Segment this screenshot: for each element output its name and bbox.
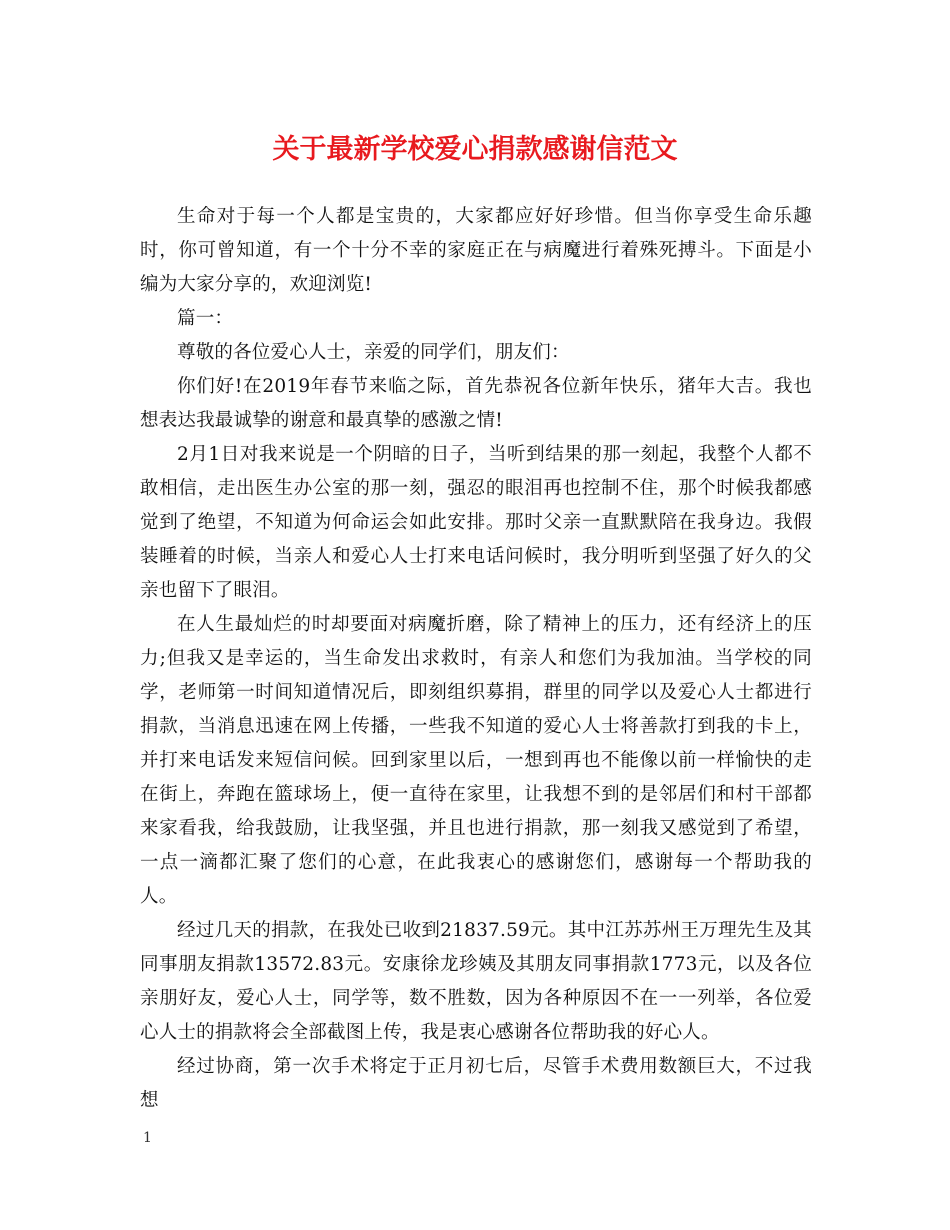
paragraph-salutation: 尊敬的各位爱心人士，亲爱的同学们，朋友们：: [177, 342, 570, 363]
paragraph-surgery: 经过协商，第一次手术将定于正月初七后，尽管手术费用数额巨大，不过我想: [140, 1056, 812, 1111]
paragraph-story: 2月1日对我来说是一个阴暗的日子，当听到结果的那一刻起，我整个人都不敢相信，走出医生办公室的那一刻，强忍的眼泪再也控制不住，那个时候我都感觉到了绝望，不知道为何命运会如此安排。那时父亲一直默默陪在我身边。我假装睡着的时候，当亲人和爱心人士打来电话问候时，我分明听到坚强了好久的父亲也留下了眼泪。: [140, 444, 812, 601]
paragraph-section-heading: 篇一：: [177, 308, 234, 329]
paragraph-greeting: 你们好!在2019年春节来临之际，首先恭祝各位新年快乐，猪年大吉。我也想表达我最诚挚的谢意和最真挚的感激之情!: [140, 376, 812, 431]
paragraph-intro: 生命对于每一个人都是宝贵的，大家都应好好珍惜。但当你享受生命乐趣时，你可曾知道，有一个十分不幸的家庭正在与病魔进行着殊死搏斗。下面是小编为大家分享的，欢迎浏览!: [140, 206, 812, 295]
page-number: 1: [143, 1130, 152, 1146]
paragraph-donations: 经过几天的捐款，在我处已收到21837.59元。其中江苏苏州王万理先生及其同事朋友捐款13572.83元。安康徐龙珍姨及其朋友同事捐款1773元，以及各位亲朋好友，爱心人士，同学等，数不胜数，因为各种原因不在一一列举，各位爱心人士的捐款将会全部截图上传，我是衷心感谢各位帮助我的好心人。: [140, 920, 812, 1043]
document-title: 关于最新学校爱心捐款感谢信范文: [272, 134, 678, 165]
paragraph-support: 在人生最灿烂的时却要面对病魔折磨，除了精神上的压力，还有经济上的压力;但我又是幸运的，当生命发出求救时，有亲人和您们为我加油。当学校的同学，老师第一时间知道情况后，即刻组织募捐，群里的同学以及爱心人士都进行捐款，当消息迅速在网上传播，一些我不知道的爱心人士将善款打到我的卡上，并打来电话发来短信问候。回到家里以后，一想到再也不能像以前一样愉快的走在街上，奔跑在篮球场上，便一直待在家里，让我想不到的是邻居们和村干部都来家看我，给我鼓励，让我坚强，并且也进行捐款，那一刻我又感觉到了希望，一点一滴都汇聚了您们的心意，在此我衷心的感谢您们，感谢每一个帮助我的人。: [140, 614, 812, 907]
document-body: [140, 200, 812, 1118]
